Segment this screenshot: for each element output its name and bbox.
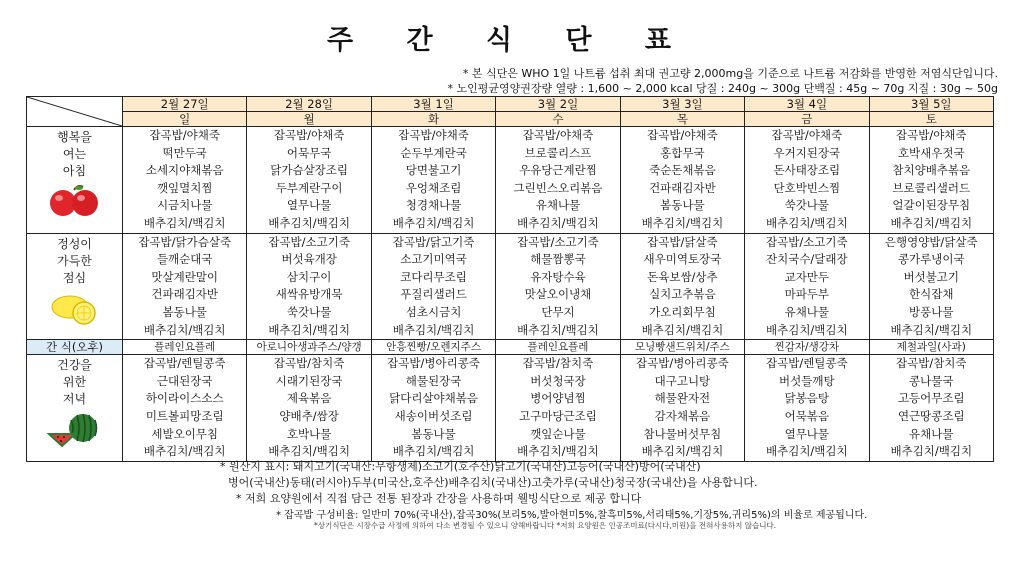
menu-item: 버섯청국장 (530, 373, 586, 388)
lunch-label (27, 233, 123, 340)
menu-item: 배추김치/백김치 (890, 322, 973, 337)
breakfast-label-line: 행복을 (57, 130, 92, 144)
watermelon-icon (45, 412, 105, 448)
menu-item: 들깨순대국 (156, 252, 213, 267)
menu-item: 삼치구이 (286, 269, 332, 284)
breakfast-label-line: 아침 (62, 164, 87, 178)
menu-item: 소세지야채볶음 (145, 163, 224, 178)
menu-item: 깻잎멸치찜 (156, 180, 213, 195)
sauce-note: * 저희 요양원에서 직접 담근 전통 된장과 간장을 사용하며 웰빙식단으로 제공 합니다 (236, 492, 642, 505)
menu-item: 고등어무조림 (897, 391, 965, 406)
menu-item: 대구고니탕 (654, 373, 711, 388)
menu-item: 잡곡밥/야채죽 (149, 128, 220, 142)
menu-item: 배추김치/백김치 (890, 444, 973, 459)
menu-item: 새싹유방개묵 (275, 287, 343, 302)
nutrition-note: * 노인평균영양권장량 열량 : 1,600 ~ 2,000 kcal 당질 : 240g ~ 300g 단백질 : 45g ~ 70g 지질 : 30g ~ 50g (447, 82, 998, 95)
menu-item: 방풍나물 (909, 304, 954, 319)
grain-ratio-note: * 잡곡밥 구성비율: 일반미 70%(국내산),잡곡30%(보리5%,발아현미5%,찰흑미5%,서리태5%,기장5%,귀리5%)의 비율로 제공됩니다. (276, 510, 868, 521)
menu-item: 잡곡밥/닭가슴살죽 (138, 234, 232, 249)
lunch-menu-cell (247, 233, 371, 340)
menu-item: 잡곡밥/렌틸콩죽 (766, 356, 848, 371)
menu-item: 마파두부 (784, 287, 830, 302)
dinner-menu-cell (247, 355, 371, 462)
menu-item: 잡곡밥/소고기죽 (517, 234, 599, 249)
menu-item: 유채나물 (909, 426, 954, 441)
menu-item: 배추김치/백김치 (392, 444, 475, 459)
lunch-label-line: 가득한 (57, 253, 92, 268)
menu-item: 봄동나물 (162, 304, 207, 319)
change-notice: *상기식단은 시장수급 사정에 의하여 다소 변경될 수 있으니 양해바랍니다 *저희 요양원은 인공조미료(다시다,미원)을 전혀사용하지 않습니다. (314, 521, 777, 530)
menu-item: 미트볼피망조림 (145, 408, 224, 423)
lunch-menu-cell (745, 233, 869, 340)
snack-label: 간 식(오후) (27, 340, 123, 355)
date-cell: 3월 4일 (745, 97, 869, 112)
menu-item: 단호박빈스찜 (773, 180, 841, 195)
weekday-cell: 목 (620, 112, 744, 127)
dinner-menu-cell (123, 355, 247, 462)
menu-item: 유자탕수육 (530, 269, 586, 284)
weekday-cell: 토 (869, 112, 993, 127)
menu-item: 우엉채조림 (405, 180, 462, 195)
menu-item: 홍합무국 (660, 145, 705, 160)
menu-item: 교자만두 (784, 269, 830, 284)
breakfast-menu-cell (123, 127, 247, 234)
menu-item: 배추김치/백김치 (517, 322, 599, 337)
menu-item: 배추김치/백김치 (766, 322, 848, 337)
menu-item: 잡곡밥/참치죽 (273, 356, 345, 371)
menu-item: 배추김치/백김치 (143, 444, 226, 459)
menu-item: 버섯육개장 (281, 252, 337, 267)
menu-item: 버섯불고기 (903, 269, 960, 284)
menu-item: 열무나물 (784, 426, 830, 441)
menu-item: 잔치국수/달래장 (766, 252, 848, 267)
menu-item: 코다리무조림 (400, 269, 467, 284)
weekday-cell: 화 (371, 112, 495, 127)
menu-item: 배추김치/백김치 (766, 444, 848, 459)
menu-item: 배추김치/백김치 (392, 215, 475, 230)
date-cell: 3월 5일 (869, 97, 993, 112)
menu-item: 소고기미역국 (400, 252, 467, 267)
menu-item: 우거지된장국 (773, 145, 841, 160)
breakfast-menu-cell (496, 127, 620, 234)
menu-item: 봄동나물 (411, 426, 456, 441)
origin-note: * 원산지 표시: 돼지고기(국내산:무항생제)소고기(호주산)닭고기(국내산)고등어(국내산)방어(국내산) (220, 460, 701, 473)
dinner-menu-cell (371, 355, 495, 462)
menu-item: 배추김치/백김치 (641, 215, 724, 230)
menu-item: 건파래김자반 (649, 180, 716, 195)
breakfast-menu-cell (371, 127, 495, 234)
table-corner (27, 97, 123, 127)
menu-item: 배추김치/백김치 (143, 322, 226, 337)
menu-item: 배추김치/백김치 (641, 322, 724, 337)
menu-item: 잡곡밥/야채죽 (273, 128, 345, 142)
menu-item: 콩가루냉이국 (897, 252, 965, 267)
menu-item: 새송이버섯조림 (394, 408, 473, 423)
menu-item: 시금치나물 (156, 198, 213, 213)
menu-item: 양배추/쌈장 (279, 408, 339, 423)
menu-item: 닭다리살야채볶음 (389, 391, 478, 406)
snack-item: 안흥찐빵/오렌지주스 (371, 340, 495, 355)
menu-item: 연근땅콩조림 (897, 408, 965, 423)
menu-item: 우유당근계란찜 (519, 163, 597, 178)
menu-item: 고구마당근조림 (519, 408, 597, 423)
menu-item: 잡곡밥/병아리콩죽 (387, 356, 480, 371)
breakfast-label (27, 127, 123, 234)
weekday-cell: 금 (745, 112, 869, 127)
date-cell: 3월 1일 (371, 97, 495, 112)
dinner-menu-cell (496, 355, 620, 462)
menu-item: 참나물버섯무침 (643, 426, 722, 441)
snack-item: 제철과일(사과) (869, 340, 993, 355)
menu-item: 얼갈이된장무침 (892, 198, 971, 213)
snack-item: 아로니아생과주스/양갱 (247, 340, 371, 355)
dinner-label-line: 위한 (62, 375, 87, 390)
menu-item: 호박새우젓국 (897, 145, 965, 160)
menu-item: 근대된장국 (156, 373, 213, 388)
menu-item: 잡곡밥/병아리콩죽 (636, 356, 729, 371)
lunch-menu-cell (869, 233, 993, 340)
lunch-menu-cell (123, 233, 247, 340)
menu-item: 실치고추볶음 (649, 287, 716, 302)
menu-item: 쑥갓나물 (286, 304, 332, 319)
menu-item: 섬초시금치 (405, 304, 462, 319)
breakfast-menu-cell (247, 127, 371, 234)
origin-note-continued: 병어(국내산)동태(러시아)두부(미국산,호주산)배추김치(국내산)고춧가루(국내산)청국장(국내산)을 사용합니다. (228, 476, 758, 489)
snack-item: 찐감자/생강차 (745, 340, 869, 355)
menu-item: 잡곡밥/렌틸콩죽 (143, 356, 226, 371)
lunch-menu-cell (620, 233, 744, 340)
menu-item: 배추김치/백김치 (268, 444, 350, 459)
weekly-menu-table (26, 96, 994, 462)
menu-item: 유채나물 (784, 304, 830, 319)
sodium-note: * 본 식단은 WHO 1일 나트륨 섭취 최대 권고량 2,000mg을 기준으로 나트륨 저감화를 반영한 저염식단입니다. (462, 67, 998, 80)
menu-item: 배추김치/백김치 (143, 215, 226, 230)
menu-item: 해물완자전 (654, 391, 711, 406)
dinner-label-line: 저녁 (62, 392, 87, 407)
menu-item: 깻잎순나물 (530, 426, 586, 441)
menu-item: 참치양배추볶음 (892, 163, 971, 178)
menu-item: 해물된장국 (405, 373, 462, 388)
menu-item: 배추김치/백김치 (268, 215, 350, 230)
snack-item: 플레인요플레 (123, 340, 247, 355)
menu-item: 병어양념찜 (530, 391, 586, 406)
menu-item: 잡곡밥/참치죽 (522, 356, 594, 371)
menu-item: 잡곡밥/참치죽 (896, 356, 967, 371)
menu-item: 닭봉음탕 (784, 391, 830, 406)
menu-item: 어묵무국 (286, 145, 332, 160)
menu-item: 돈육보쌈/상추 (647, 269, 718, 284)
lunch-menu-cell (496, 233, 620, 340)
dinner-menu-cell (745, 355, 869, 462)
lunch-menu-cell (371, 233, 495, 340)
menu-item: 브로콜리샐러드 (892, 180, 971, 195)
date-cell: 2월 27일 (123, 97, 247, 112)
menu-item: 닭가슴살장조림 (270, 163, 349, 178)
menu-item: 잡곡밥/야채죽 (398, 128, 469, 142)
dinner-menu-cell (620, 355, 744, 462)
weekday-cell: 일 (123, 112, 247, 127)
snack-item: 모닝빵샌드위치/주스 (620, 340, 744, 355)
menu-item: 그린빈스오리볶음 (513, 180, 603, 195)
dinner-label-line: 건강을 (57, 358, 92, 373)
menu-item: 열무나물 (286, 198, 332, 213)
lunch-label-line: 점심 (62, 270, 87, 285)
menu-item: 푸질리샐러드 (400, 287, 467, 302)
menu-item: 잡곡밥/야채죽 (771, 128, 843, 142)
menu-item: 잡곡밥/야채죽 (522, 128, 594, 142)
menu-item: 순두부계란국 (400, 145, 467, 160)
menu-item: 건파래김자반 (151, 287, 219, 302)
menu-item: 잡곡밥/야채죽 (896, 128, 967, 142)
menu-item: 봄동나물 (660, 198, 705, 213)
menu-item: 브로콜리스프 (524, 145, 592, 160)
lemon-icon (48, 291, 102, 327)
date-cell: 3월 3일 (620, 97, 744, 112)
menu-item: 잡곡밥/닭고기죽 (392, 234, 475, 249)
menu-item: 잡곡밥/닭살죽 (647, 234, 718, 249)
menu-item: 유채나물 (535, 198, 581, 213)
menu-item: 쑥갓나물 (784, 198, 830, 213)
page-title: 주 간 식 단 표 (326, 25, 693, 56)
menu-item: 당면불고기 (405, 163, 462, 178)
menu-item: 잡곡밥/소고기죽 (766, 234, 848, 249)
menu-item: 하이라이스소스 (145, 391, 224, 406)
menu-item: 새우미역토장국 (643, 252, 722, 267)
menu-item: 떡만두국 (162, 145, 207, 160)
breakfast-label-line: 여는 (62, 147, 87, 161)
menu-item: 배추김치/백김치 (517, 444, 599, 459)
menu-item: 배추김치/백김치 (268, 322, 350, 337)
menu-item: 두부계란구이 (275, 180, 343, 195)
weekday-cell: 월 (247, 112, 371, 127)
menu-item: 청경채나물 (405, 198, 462, 213)
menu-item: 배추김치/백김치 (890, 215, 973, 230)
menu-item: 배추김치/백김치 (641, 444, 724, 459)
breakfast-menu-cell (620, 127, 744, 234)
menu-item: 시래기된장국 (275, 373, 343, 388)
menu-item: 감자채볶음 (654, 408, 711, 423)
menu-item: 배추김치/백김치 (766, 215, 848, 230)
menu-item: 잡곡밥/소고기죽 (268, 234, 350, 249)
weekday-cell: 수 (496, 112, 620, 127)
menu-item: 버섯들깨탕 (779, 373, 835, 388)
menu-item: 돈사태장조림 (773, 163, 841, 178)
menu-item: 배추김치/백김치 (517, 215, 599, 230)
dinner-label (27, 355, 123, 462)
menu-item: 배추김치/백김치 (392, 322, 475, 337)
menu-item: 호박나물 (286, 426, 332, 441)
menu-item: 은행영양밥/닭살죽 (884, 234, 978, 249)
menu-item: 단무지 (541, 304, 575, 319)
date-cell: 3월 2일 (496, 97, 620, 112)
date-cell: 2월 28일 (247, 97, 371, 112)
menu-item: 세발오이무침 (151, 426, 219, 441)
breakfast-menu-cell (745, 127, 869, 234)
menu-item: 죽순돈채볶음 (649, 163, 716, 178)
menu-item: 제육볶음 (286, 391, 332, 406)
menu-item: 한식잡채 (909, 287, 954, 302)
menu-item: 어묵볶음 (784, 408, 830, 423)
menu-item: 맛살계란말이 (151, 269, 219, 284)
menu-item: 콩나물국 (909, 373, 954, 388)
lunch-label-line: 정성이 (57, 236, 92, 251)
menu-item: 잡곡밥/야채죽 (647, 128, 718, 142)
menu-item: 해물짬뽕국 (530, 252, 586, 267)
apple-icon (46, 184, 104, 218)
menu-item: 가오리회무침 (649, 304, 716, 319)
menu-item: 맛살오이냉채 (524, 287, 592, 302)
breakfast-menu-cell (869, 127, 993, 234)
dinner-menu-cell (869, 355, 993, 462)
snack-item: 플레인요플레 (496, 340, 620, 355)
